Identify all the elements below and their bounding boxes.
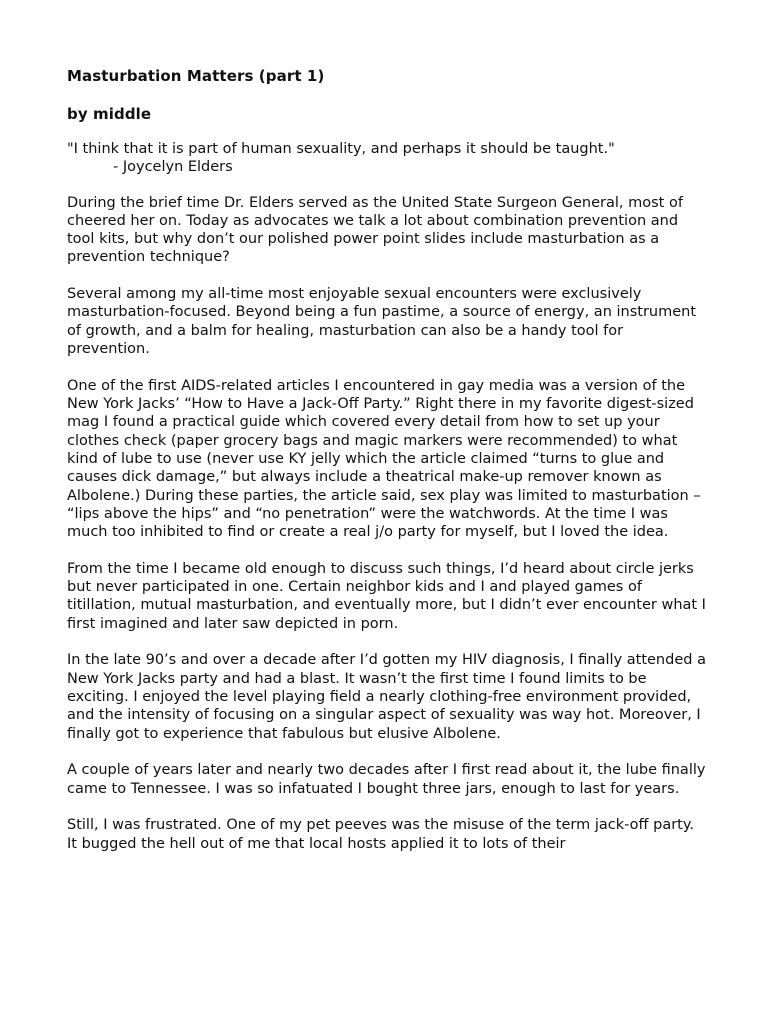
paragraph-4: From the time I became old enough to discuss such things, I’d heard about circle jerks but never participated in one. Certain neighbor kids and I and played games of titillation, mutual masturbation, and eventually more, but I didn’t ever encounter what I first imagined and later saw depicted in porn. (67, 560, 706, 632)
author-byline: by middle (67, 105, 152, 123)
paragraph-1: During the brief time Dr. Elders served as the United State Surgeon General, most of cheered her on. Today as advocates we talk a lot about combination prevention and tool kits, but why don’t our polished power point slides include masturbation as a prevention technique? (67, 194, 683, 266)
epigraph-quote: "I think that it is part of human sexuality, and perhaps it should be taught." (67, 141, 615, 157)
document-page (67, 66, 707, 853)
document-title: Masturbation Matters (part 1) (67, 67, 325, 85)
paragraph-2: Several among my all-time most enjoyable sexual encounters were exclusively masturbation-focused. Beyond being a fun pastime, a source of energy, an instrument of growth, and a balm for healing, masturbation can also be a handy tool for prevention. (67, 286, 697, 358)
epigraph-attribution: - Joycelyn Elders (113, 159, 233, 176)
paragraph-6: A couple of years later and nearly two decades after I first read about it, the lube finally came to Tennessee. I was so infatuated I bought three jars, enough to last for years. (67, 762, 706, 797)
paragraph-5: In the late 90’s and over a decade after I’d gotten my HIV diagnosis, I finally attended a New York Jacks party and had a blast. It wasn’t the first time I found limits to be exciting. I enjoyed the level playing field a nearly clothing-free environment provided, and the intensity of focusing on a singular aspect of sexuality was way hot. Moreover, I finally got to experience that fabulous but elusive Albolene. (67, 652, 706, 742)
paragraph-3: One of the first AIDS-related articles I encountered in gay media was a version of the New York Jacks’ “How to Have a Jack-Off Party.” Right there in my favorite digest-sized mag I found a practical guide which covered every detail from how to set up your clothes check (paper grocery bags and magic markers were recommended) to what kind of lube to use (never use KY jelly which the article claimed “turns to glue and causes dick damage,” but always include a theatrical make-up remover known as Albolene.) During these parties, the article said, sex play was limited to masturbation – “lips above the hips” and “no penetration” were the watchwords. At the time I was much too inhibited to find or create a real j/o party for myself, but I loved the idea. (67, 377, 701, 541)
paragraph-7: Still, I was frustrated. One of my pet peeves was the misuse of the term jack-off party. It bugged the hell out of me that local hosts applied it to lots of their (67, 817, 694, 852)
